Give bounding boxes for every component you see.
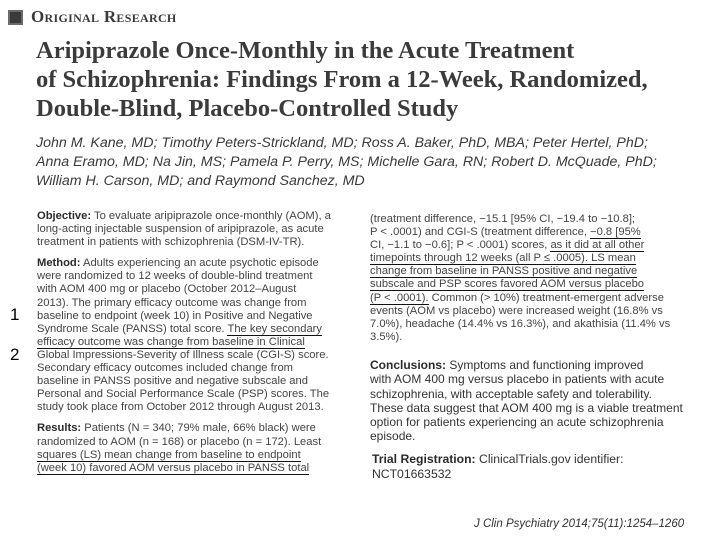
article-title bbox=[36, 36, 716, 123]
highlighted-text: The key secondary bbox=[227, 322, 323, 335]
results-continued bbox=[370, 213, 670, 344]
results-label: Results: bbox=[37, 422, 82, 435]
trial-registration-id: NCT01663532 bbox=[372, 466, 452, 481]
highlighted-text: timepoints through 12 weeks (all P ≤ .0005). LS mean bbox=[370, 252, 636, 265]
method-text: baseline to endpoint (week 10) in Positive and Negative bbox=[37, 309, 313, 322]
method-text: Global Impressions-Severity of Illness scale (CGI-S) score. bbox=[37, 348, 329, 361]
method-text: Personal and Social Performance Scale (PSP) scores. The bbox=[37, 388, 330, 401]
highlighted-text: as it did at all other bbox=[550, 239, 645, 252]
conclusions-text: schizophrenia, with acceptable safety and tolerability. bbox=[370, 386, 652, 401]
author-line: William H. Carson, MD; and Raymond Sanchez, MD bbox=[36, 173, 365, 189]
conclusions-text: with AOM 400 mg versus placebo in patients with acute bbox=[370, 372, 665, 387]
results-text: randomized to AOM (n = 168) or placebo (n = 172). Least bbox=[37, 435, 322, 448]
conclusions-label: Conclusions: bbox=[370, 357, 447, 372]
title-line: Double-Blind, Placebo-Controlled Study bbox=[36, 95, 459, 122]
method-label: Method: bbox=[37, 257, 81, 270]
method-text: baseline in PANSS positive and negative subscale and bbox=[37, 375, 308, 388]
abstract-right-column bbox=[370, 213, 683, 482]
highlighted-text: change from baseline in PANSS positive and negative bbox=[370, 265, 638, 278]
objective-paragraph bbox=[37, 210, 337, 249]
results-text: 7.0%), headache (14.4% vs 16.3%), and akathisia (11.4% vs bbox=[370, 317, 671, 330]
conclusions-text: These data suggest that AOM 400 mg is a viable treatment bbox=[370, 400, 683, 415]
method-text: 2013). The primary efficacy outcome was change from bbox=[37, 296, 307, 309]
section-tag-label: Original Research bbox=[31, 7, 177, 26]
objective-text: long-acting injectable suspension of aripiprazole, as acute bbox=[37, 223, 324, 236]
highlighted-text: −0.8 [95% bbox=[590, 226, 641, 239]
results-text: 3.5%). bbox=[370, 330, 403, 343]
abstract-left-column bbox=[37, 210, 337, 475]
margin-number: 1 bbox=[10, 305, 20, 324]
title-line: of Schizophrenia: Findings From a 12-Week, Randomized, bbox=[36, 66, 648, 93]
section-tag bbox=[8, 6, 177, 28]
author-line: Anna Eramo, MD; Na Jin, MS; Pamela P. Perry, MS; Michelle Gara, RN; Robert D. McQuade, PhD; bbox=[36, 154, 657, 170]
highlighted-text: (week 10) favored AOM versus placebo in PANSS total bbox=[37, 461, 310, 474]
method-text: were randomized to 12 weeks of double-blind treatment bbox=[37, 270, 313, 283]
method-paragraph bbox=[37, 257, 337, 414]
highlighted-text: squares (LS) mean change from baseline to endpoint bbox=[37, 448, 301, 461]
conclusions-text: Symptoms and functioning improved bbox=[446, 357, 644, 372]
conclusions-text: option for patients experiencing an acute schizophrenia bbox=[370, 415, 664, 430]
objective-label: Objective: bbox=[37, 210, 92, 222]
section-square-icon bbox=[8, 10, 23, 25]
trial-registration-text: ClinicalTrials.gov identifier: bbox=[475, 451, 624, 466]
trial-registration bbox=[370, 452, 670, 482]
highlighted-text: efficacy outcome was change from baseline in Clinical bbox=[37, 335, 305, 348]
conclusions-text: episode. bbox=[370, 429, 416, 444]
journal-citation: J Clin Psychiatry 2014;75(11):1254–1260 bbox=[474, 518, 685, 530]
highlighted-text: (P < .0001). bbox=[370, 291, 429, 304]
margin-number: 2 bbox=[10, 345, 20, 364]
conclusions-paragraph bbox=[370, 357, 683, 444]
title-line: Aripiprazole Once-Monthly in the Acute Treatment bbox=[36, 37, 575, 64]
author-list bbox=[36, 134, 716, 191]
results-text: Common (> 10%) treatment-emergent adverse bbox=[428, 291, 664, 304]
results-paragraph bbox=[37, 422, 337, 474]
objective-text: To evaluate aripiprazole once-monthly (AOM), a bbox=[91, 210, 331, 222]
highlighted-text: subscale and PSP scores favored AOM versus placebo bbox=[370, 278, 645, 291]
method-text: Adults experiencing an acute psychotic episode bbox=[80, 257, 319, 270]
method-text: Syndrome Scale (PANSS) total score. bbox=[37, 322, 228, 335]
author-line: John M. Kane, MD; Timothy Peters-Strickland, MD; Ross A. Baker, PhD, MBA; Peter Hertel, PhD; bbox=[36, 135, 648, 151]
results-text: Patients (N = 340; 79% male, 66% black) were bbox=[81, 422, 316, 435]
results-text: (treatment difference, −15.1 [95% CI, −19.4 to −10.8]; bbox=[370, 213, 636, 225]
method-text: with AOM 400 mg or placebo (October 2012–August bbox=[37, 283, 297, 296]
method-text: Secondary efficacy outcomes included change from bbox=[37, 362, 294, 375]
trial-registration-label: Trial Registration: bbox=[372, 451, 476, 466]
objective-text: treatment in patients with schizophrenia (DSM-IV-TR). bbox=[37, 236, 305, 249]
results-text: events (AOM vs placebo) were increased weight (16.8% vs bbox=[370, 304, 663, 317]
results-text: CI, −1.1 to −0.6]; P < .0001) scores, bbox=[370, 239, 551, 252]
results-text: P < .0001) and CGI-S (treatment difference, bbox=[370, 226, 591, 239]
method-text: study took place from October 2012 through August 2013. bbox=[37, 401, 324, 414]
